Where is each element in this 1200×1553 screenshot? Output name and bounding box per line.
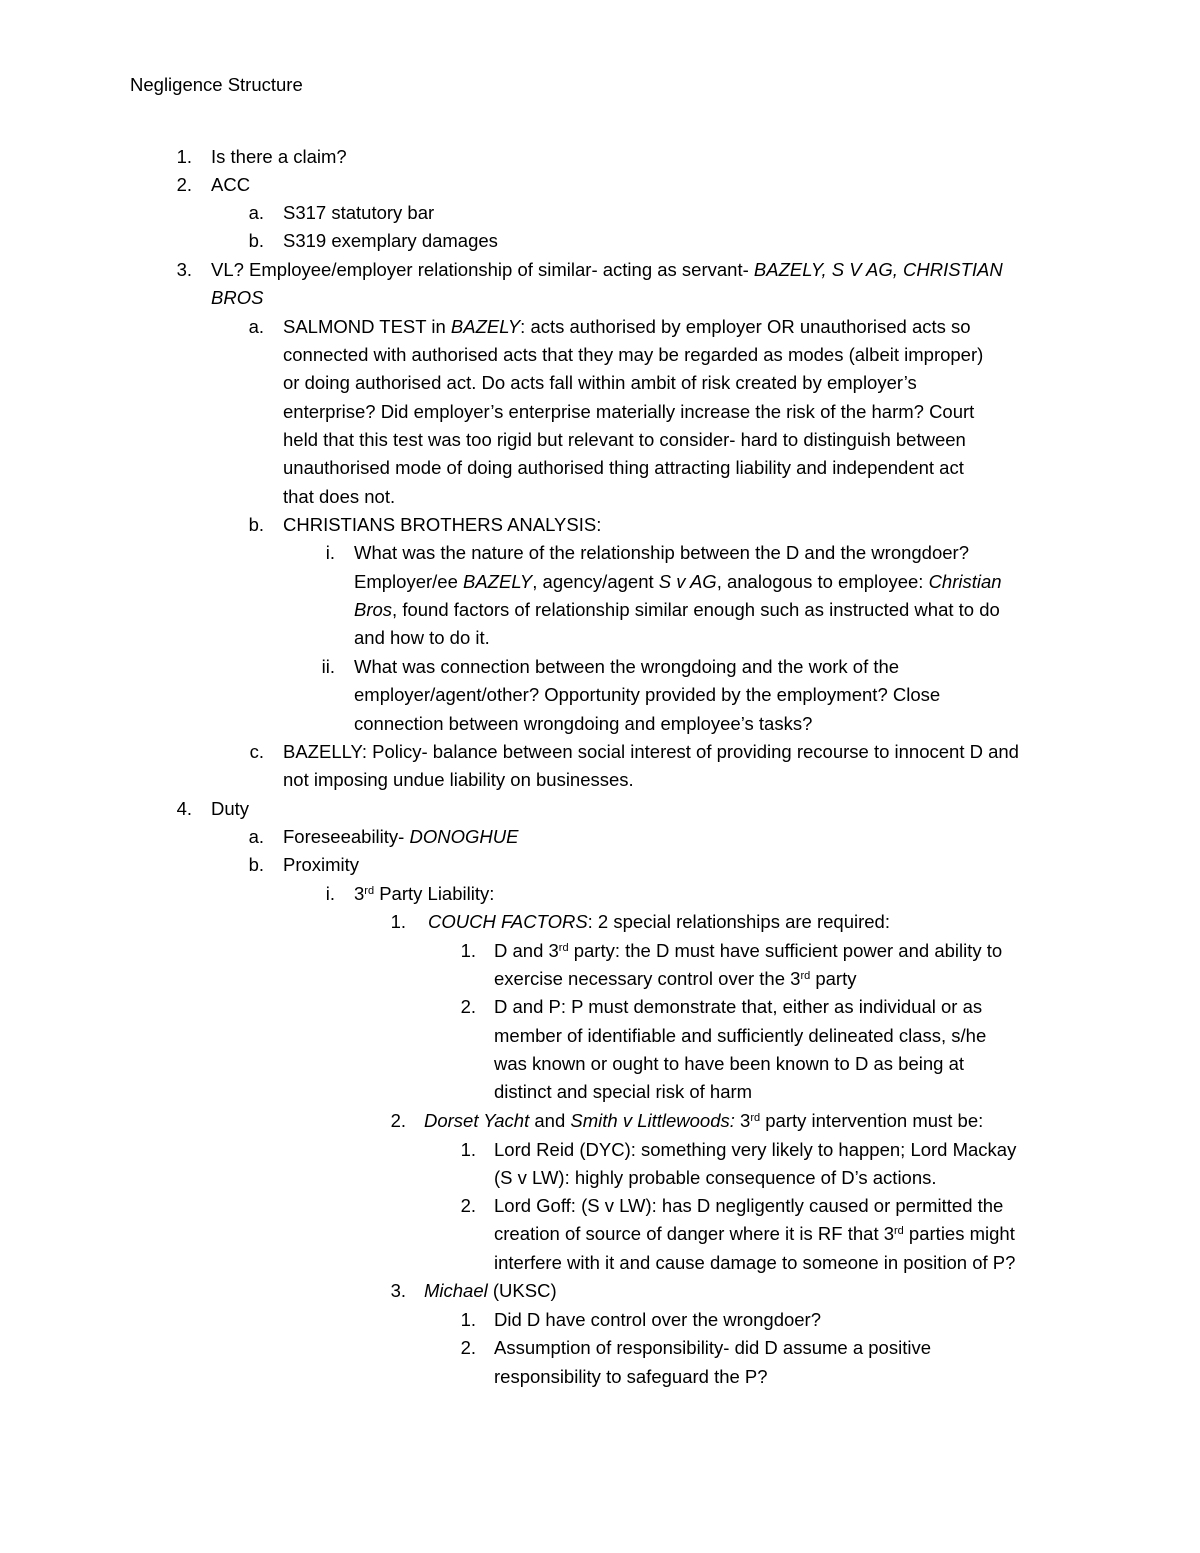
cb-i-line2: Employer/ee BAZELY, agency/agent S v AG, analogous to employee: Christian: [354, 571, 1002, 592]
cb-ii-line3: connection between wrongdoing and employee’s tasks?: [354, 713, 813, 734]
document-title: Negligence Structure: [130, 74, 303, 95]
salmond-line4: enterprise? Did employer’s enterprise materially increase the risk of the harm? Court: [283, 401, 975, 422]
list-marker: 3.: [390, 1280, 406, 1301]
list-marker: 2.: [176, 174, 192, 195]
dy-s2-line1: Lord Goff: (S v LW): has D negligently caused or permitted the: [494, 1195, 1004, 1216]
list-marker: a.: [248, 826, 264, 847]
couch-s1-line2: exercise necessary control over the 3rd party: [494, 968, 857, 989]
michael-s2-line2: responsibility to safeguard the P?: [494, 1366, 768, 1387]
proximity: Proximity: [283, 854, 360, 875]
cb-i-line4: and how to do it.: [354, 627, 490, 648]
dy-s2-line3: interfere with it and cause damage to someone in position of P?: [494, 1252, 1016, 1273]
christian-brothers-heading: CHRISTIANS BROTHERS ANALYSIS:: [283, 514, 602, 535]
dorset-yacht: Dorset Yacht and Smith v Littlewoods: 3rd party intervention must be:: [424, 1110, 984, 1131]
list-item-3-line2: BROS: [211, 287, 264, 308]
salmond-line1: SALMOND TEST in BAZELY: acts authorised by employer OR unauthorised acts so: [283, 316, 971, 337]
list-marker: b.: [248, 854, 264, 875]
list-marker: 1.: [460, 1139, 476, 1160]
list-marker: i.: [325, 542, 335, 563]
list-marker: 1.: [460, 940, 476, 961]
cb-ii-line2: employer/agent/other? Opportunity provided by the employment? Close: [354, 684, 941, 705]
list-item-2b: S319 exemplary damages: [283, 230, 498, 251]
list-marker: 4.: [176, 798, 192, 819]
michael-s1: Did D have control over the wrongdoer?: [494, 1309, 822, 1330]
list-marker: 1.: [176, 146, 192, 167]
list-marker: b.: [248, 230, 264, 251]
couch-s2-line3: was known or ought to have been known to D as being at: [494, 1053, 964, 1074]
couch-factors: COUCH FACTORS: 2 special relationships are required:: [428, 911, 890, 932]
policy-line1: BAZELLY: Policy- balance between social interest of providing recourse to innocent D and: [283, 741, 1019, 762]
salmond-line6: unauthorised mode of doing authorised thing attracting liability and independent act: [283, 457, 964, 478]
list-marker: i.: [325, 883, 335, 904]
third-party-liability: 3rd Party Liability:: [354, 883, 495, 904]
list-item-2a: S317 statutory bar: [283, 202, 435, 223]
list-marker: 1.: [460, 1309, 476, 1330]
salmond-line3: or doing authorised act. Do acts fall within ambit of risk created by employer’s: [283, 372, 917, 393]
cb-ii-line1: What was connection between the wrongdoing and the work of the: [354, 656, 900, 677]
michael-s2-line1: Assumption of responsibility- did D assume a positive: [494, 1337, 931, 1358]
list-marker: 2.: [460, 1337, 476, 1358]
cb-i-line1: What was the nature of the relationship between the D and the wrongdoer?: [354, 542, 969, 563]
list-marker: 2.: [460, 1195, 476, 1216]
list-item-1: Is there a claim?: [211, 146, 347, 167]
list-marker: b.: [248, 514, 264, 535]
dy-s1-line1: Lord Reid (DYC): something very likely to happen; Lord Mackay: [494, 1139, 1017, 1160]
couch-s1-line1: D and 3rd party: the D must have sufficient power and ability to: [494, 940, 1003, 961]
list-marker: a.: [248, 316, 264, 337]
list-item-3-line1: VL? Employee/employer relationship of similar- acting as servant- BAZELY, S V AG, CHRISTIAN: [211, 259, 1003, 280]
michael: Michael (UKSC): [424, 1280, 557, 1301]
salmond-line7: that does not.: [283, 486, 396, 507]
list-marker: 2.: [390, 1110, 406, 1131]
couch-s2-line4: distinct and special risk of harm: [494, 1081, 753, 1102]
foreseeability: Foreseeability- DONOGHUE: [283, 826, 519, 847]
list-marker: 3.: [176, 259, 192, 280]
salmond-line2: connected with authorised acts that they may be regarded as modes (albeit improper): [283, 344, 984, 365]
dy-s2-line2: creation of source of danger where it is RF that 3rd parties might: [494, 1223, 1015, 1244]
dy-s1-line2: (S v LW): highly probable consequence of D’s actions.: [494, 1167, 937, 1188]
couch-s2-line1: D and P: P must demonstrate that, either as individual or as: [494, 996, 983, 1017]
list-marker: c.: [249, 741, 264, 762]
list-marker: ii.: [321, 656, 335, 677]
cb-i-line3: Bros, found factors of relationship similar enough such as instructed what to do: [354, 599, 1000, 620]
salmond-line5: held that this test was too rigid but relevant to consider- hard to distinguish between: [283, 429, 966, 450]
list-marker: 2.: [460, 996, 476, 1017]
list-item-4: Duty: [211, 798, 250, 819]
list-item-2: ACC: [211, 174, 251, 195]
list-marker: 1.: [390, 911, 406, 932]
couch-s2-line2: member of identifiable and sufficiently delineated class, s/he: [494, 1025, 987, 1046]
policy-line2: not imposing undue liability on businesses.: [283, 769, 634, 790]
list-marker: a.: [248, 202, 264, 223]
